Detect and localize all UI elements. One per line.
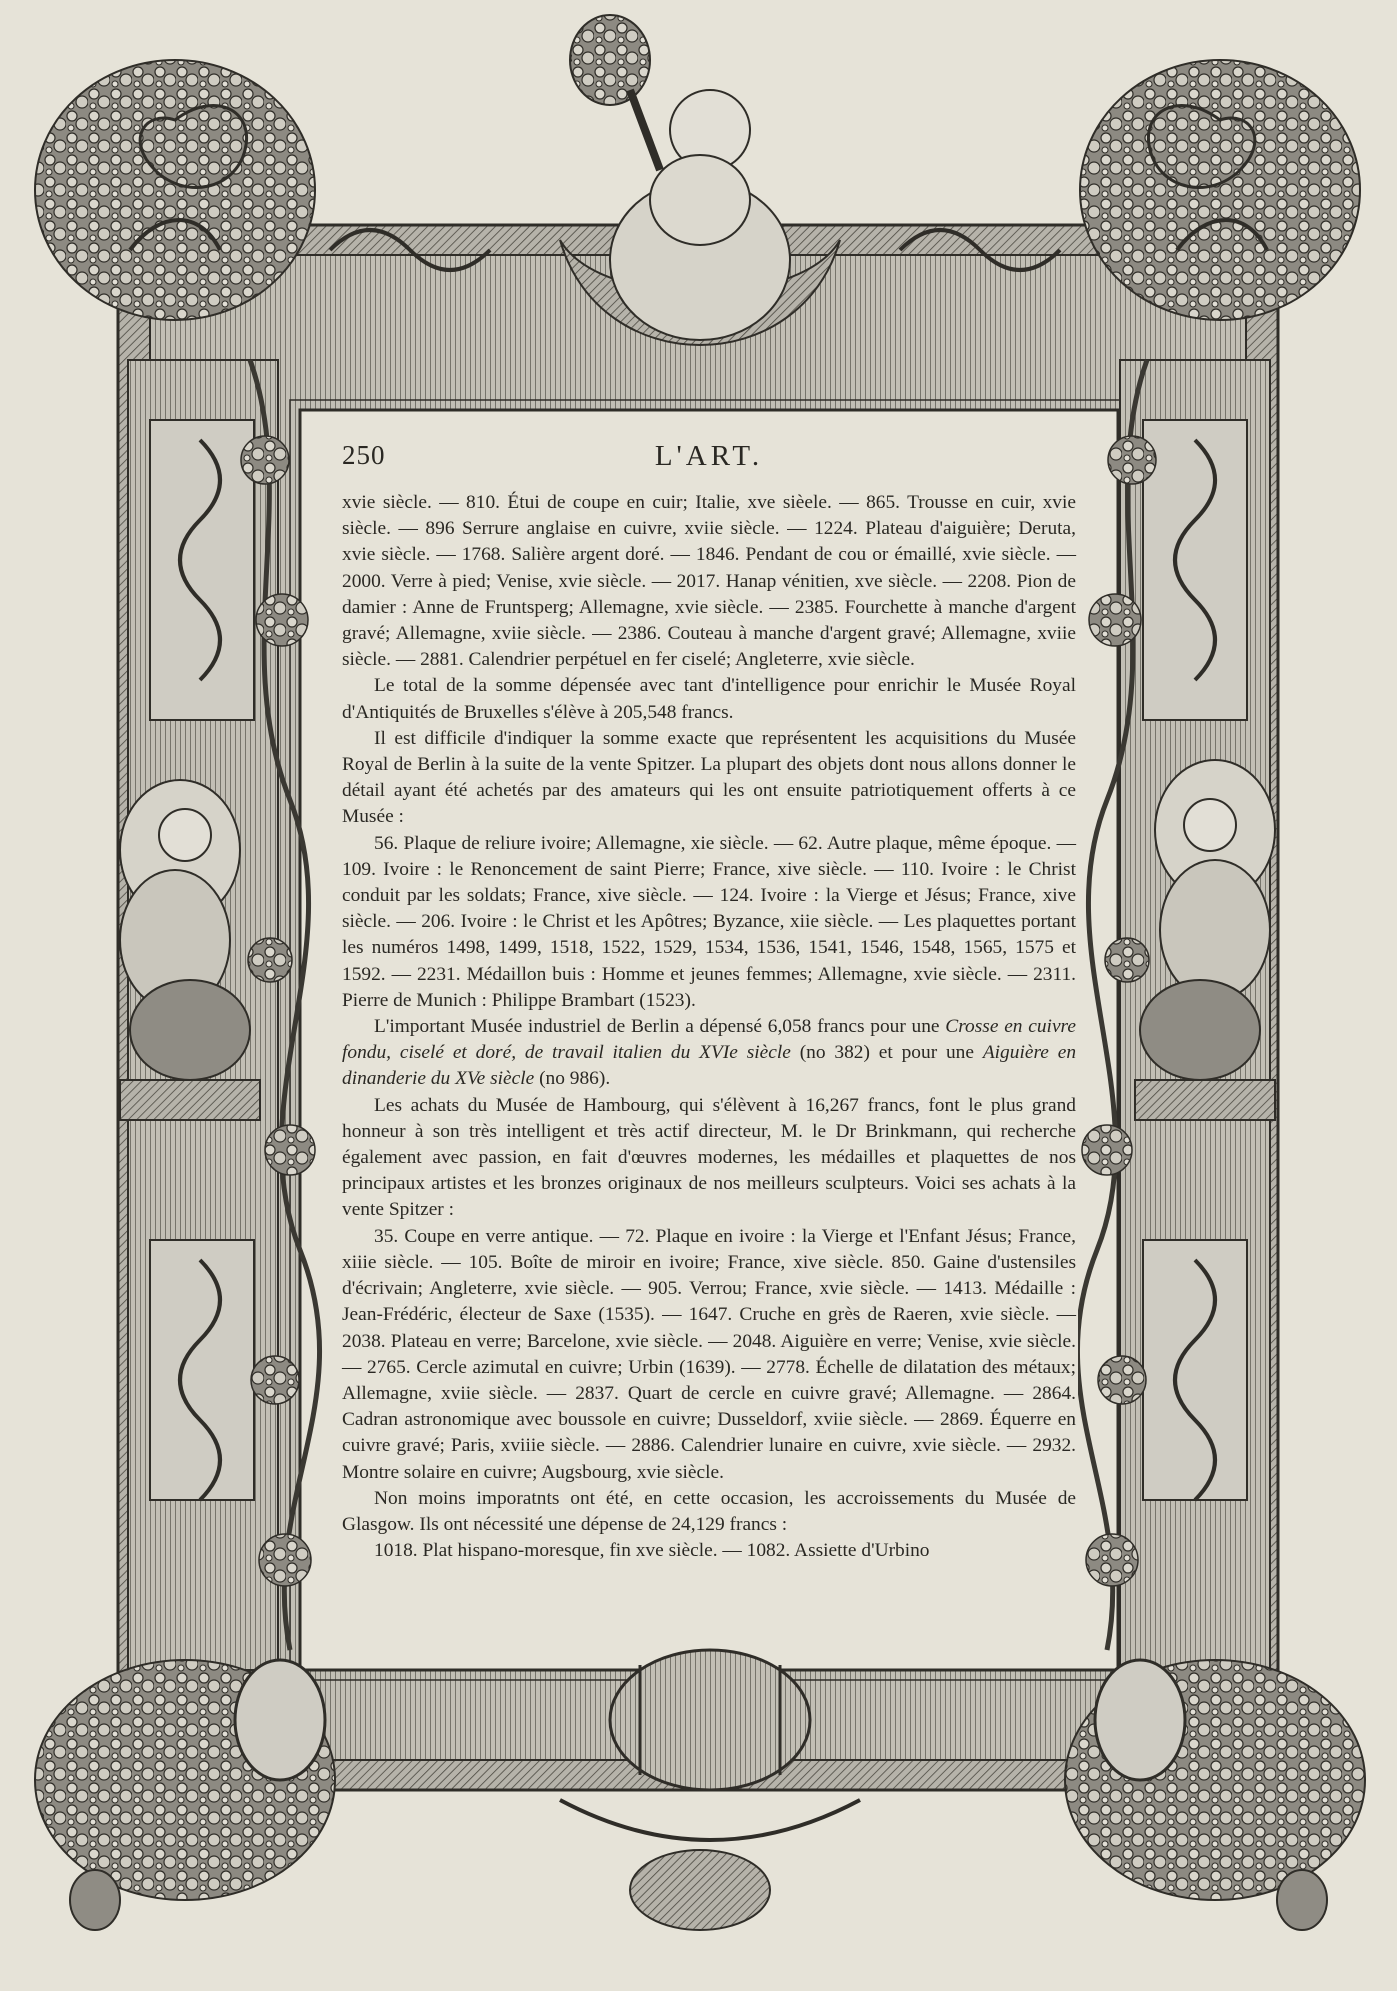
paragraph-2: Le total de la somme dépensée avec tant d'intelligence pour enrichir le Musée Royal d'Antiquités de Bruxelles s'élève à 205,548 francs. — [342, 675, 1076, 723]
paragraph-5-middle: (no 382) et pour une — [790, 1042, 983, 1064]
paragraph-3: Il est difficile d'indiquer la somme exacte que représentent les acquisitions du Musée Royal de Berlin à la suite de la vente Spitzer. La plupart des objets dont nous allons donner le détail ayant été achetés par des amateurs qui les ont ensuite patriotiquement offerts à ce Musée : — [342, 727, 1076, 828]
paragraph-7: 35. Coupe en verre antique. — 72. Plaque en ivoire : la Vierge et l'Enfant Jésus; France, xiiie siècle. — 105. Boîte de miroir en ivoire; France, xive siècle. 850. Gaine d'ustensiles d'écrivain; Angleterre, xvie siècle. — 905. Verrou; France, xvie siècle. — 1413. Médaille : Jean-Frédéric, électeur de Saxe (1535). — 1647. Cruche en grès de Raeren, xvie siècle. — 2038. Plateau en verre; Barcelone, xvie siècle. — 2048. Aiguière en verre; Venise, xvie siècle. — 2765. Cercle azimutal en cuivre; Urbin (1639). — 2778. Échelle de dilatation des métaux; Allemagne, xviie siècle. — 2837. Quart de cercle en cuivre gravé; Allemagne. — 2864. Cadran astronomique avec boussole en cuivre; Dusseldorf, xviie siècle. — 2869. Équerre en cuivre gravé; Paris, xviiie siècle. — 2886. Calendrier lunaire en cuivre, xvie siècle. — 2932. Montre solaire en cuivre; Augsbourg, xvie siècle. — [342, 1225, 1076, 1483]
top-cherub-figure — [560, 15, 840, 345]
paragraph-8: Non moins imporatnts ont été, en cette occasion, les accroissements du Musée de Glasgow. Ils ont nécessité une dépense de 24,129 francs : — [342, 1487, 1076, 1535]
journal-title: L'ART. — [654, 440, 764, 472]
paragraph-6: Les achats du Musée de Hambourg, qui s'élèvent à 16,267 francs, font le plus grand honneur à son très intelligent et très actif directeur, M. le Dr Brinkmann, qui recherche également avec passion, en fait d'œuvres modernes, les médailles et plaquettes de nos principaux artistes et les bronzes originaux de nos meilleurs sculpteurs. Voici ses achats à la vente Spitzer : — [342, 1094, 1076, 1221]
article-body — [342, 490, 1076, 1564]
paragraph-9: 1018. Plat hispano-moresque, fin xve siècle. — 1082. Assiette d'Urbino — [374, 1540, 930, 1562]
paragraph-1: xvie siècle. — 810. Étui de coupe en cuir; Italie, xve sièele. — 865. Trousse en cuir, xvie siècle. — 896 Serrure anglaise en cuivre, xviie siècle. — 1224. Plateau d'aiguière; Deruta, xvie siècle. — 1768. Salière argent doré. — 1846. Pendant de cou or émaillé, xvie siècle. — 2000. Verre à pied; Venise, xvie siècle. — 2017. Hanap vénitien, xve siècle. — 2208. Pion de damier : Anne de Fruntsperg; Allemagne, xvie siècle. — 2385. Fourchette à manche d'argent gravé; Allemagne, xviie siècle. — 2386. Couteau à manche d'argent gravé; Allemagne, xviie siècle. — 2881. Calendrier perpétuel en fer ciselé; Angleterre, xvie siècle. — [342, 492, 1076, 671]
paragraph-4: 56. Plaque de reliure ivoire; Allemagne, xie siècle. — 62. Autre plaque, même époque. — 109. Ivoire : le Renoncement de saint Pierre; France, xive siècle. — 110. Ivoire : le Christ conduit par les soldats; France, xive siècle. — 124. Ivoire : la Vierge et Jésus; France, xive siècle. — 206. Ivoire : le Christ et les Apôtres; Byzance, xiie siècle. — Les plaquettes portant les numéros 1498, 1499, 1518, 1522, 1529, 1534, 1536, 1541, 1546, 1548, 1565, 1575 et 1592. — 2231. Médaillon buis : Homme et jeunes femmes; Allemagne, xvie siècle. — 2311. Pierre de Munich : Philippe Brambart (1523). — [342, 832, 1076, 1011]
paragraph-5-tail: (no 986). — [534, 1068, 611, 1090]
paragraph-5-lead: L'important Musée industriel de Berlin a dépensé 6,058 francs pour une — [374, 1016, 946, 1038]
paragraph-5-italic-crosse: Crosse en cuivre fondu, ciselé et doré, de travail italien du XVIe siècle — [342, 1016, 1076, 1064]
paragraph-5 — [342, 1014, 1076, 1093]
page-number: 250 — [342, 440, 386, 470]
running-head — [340, 440, 1078, 480]
paragraph-5-italic-aiguiere: Aiguière en dinanderie du XVe siècle — [342, 1042, 1077, 1090]
